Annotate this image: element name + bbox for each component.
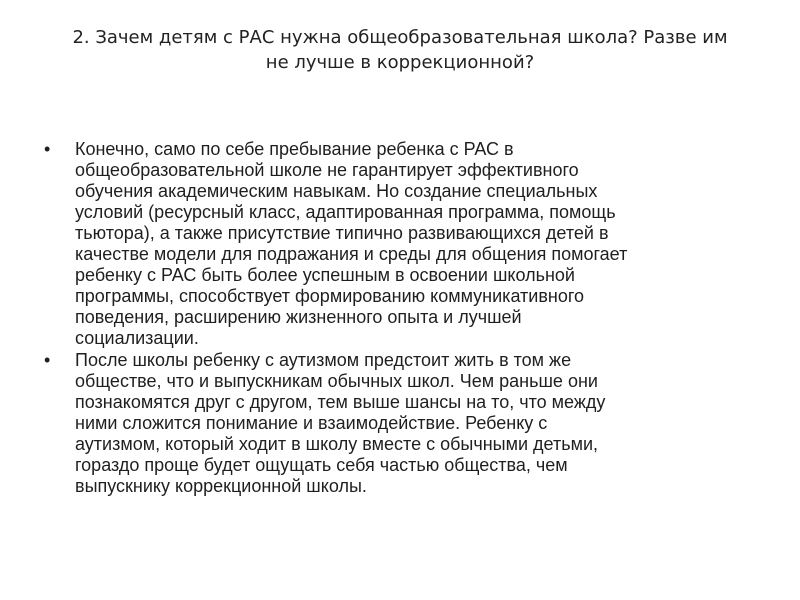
bullet-line: социализации. — [75, 328, 199, 348]
bullet-line: После школы ребенку с аутизмом предстоит жить в том же — [75, 350, 572, 370]
bullet-line: обществе, что и выпускникам обычных школ. Чем раньше они — [75, 371, 598, 391]
bullet-line: условий (ресурсный класс, адаптированная программа, помощь — [75, 202, 616, 222]
title-line: 2. Зачем детям с РАС нужна общеобразовательная школа? Разве им — [72, 27, 728, 48]
bullet-line: аутизмом, который ходит в школу вместе с обычными детьми, — [75, 434, 599, 454]
bullet-dot-icon: • — [44, 139, 51, 159]
bullet-line: Конечно, само по себе пребывание ребенка с РАС в — [75, 139, 514, 159]
bullet-line: познакомятся друг с другом, тем выше шансы на то, что между — [75, 392, 606, 412]
bullet-line: общеобразовательной школе не гарантирует эффективного — [75, 160, 579, 180]
bullet-line: обучения академическим навыкам. Но создание специальных — [75, 181, 598, 201]
bullet-line: качестве модели для подражания и среды для общения помогает — [75, 244, 628, 264]
bullet-line: гораздо проще будет ощущать себя частью общества, чем — [75, 455, 568, 475]
bullet-line: программы, способствует формированию коммуникативного — [75, 286, 585, 306]
bullet-line: тьютора), а также присутствие типично развивающихся детей в — [75, 223, 609, 243]
bullet-dot-icon: • — [44, 350, 51, 370]
bullet-line: ними сложится понимание и взаимодействие. Ребенку с — [75, 413, 548, 433]
slide-title — [30, 25, 770, 75]
bullet-item-life-after-school — [44, 350, 744, 497]
bullet-item-school-benefits — [44, 139, 744, 349]
bullet-line: поведения, расширению жизненного опыта и лучшей — [75, 307, 522, 327]
title-line: не лучше в коррекционной? — [265, 52, 535, 73]
bullet-line: ребенку с РАС быть более успешным в освоении школьной — [75, 265, 575, 285]
bullet-line: выпускнику коррекционной школы. — [75, 476, 367, 496]
bullet-list — [44, 139, 744, 497]
